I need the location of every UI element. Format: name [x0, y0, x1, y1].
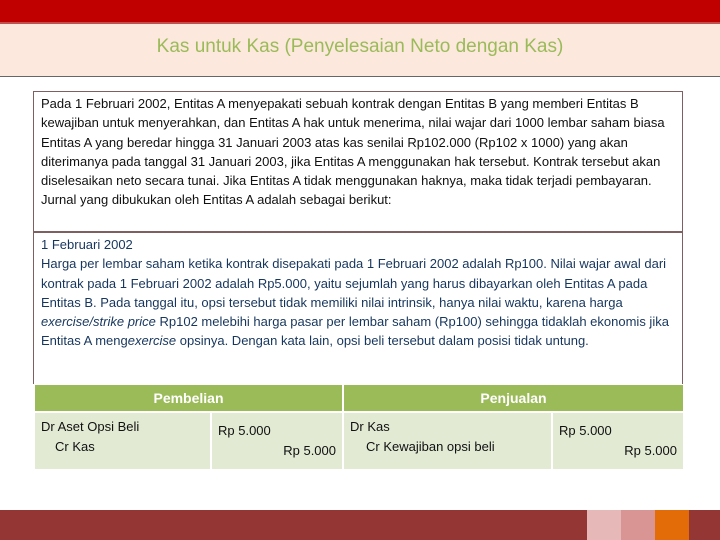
date-line: 1 Februari 2002 [41, 237, 133, 252]
text-part: opsinya. Dengan kata lain, opsi beli tersebut dalam posisi tidak untung. [176, 333, 589, 349]
sale-amounts [553, 413, 683, 469]
explanation-paragraph [41, 254, 675, 350]
debit-account: Dr Aset Opsi Beli [41, 419, 140, 434]
debit-account: Dr Kas [350, 419, 390, 434]
top-bar [0, 0, 720, 24]
footer-square-orange [655, 510, 689, 540]
sale-header: Penjualan [344, 385, 683, 411]
sale-accounts [344, 413, 551, 469]
text-part: Rp102 melebihi harga pasar per lembar saham (Rp100) sehingga tidaklah ekonomis jika Entitas A meng [41, 314, 669, 349]
text-part: Harga per lembar saham ketika kontrak disepakati pada 1 Februari 2002 adalah Rp100. Nilai wajar awal dari kontrak pada 1 Februari 2002 adalah Rp5.000, yaitu sejumlah yang harus dibayarkan oleh Entitas A pada Entitas B. Pada tanggal itu, opsi tersebut tidak memiliki nilai intrinsik, hanya nilai waktu, karena harga [41, 256, 667, 310]
credit-account: Cr Kas [55, 439, 95, 454]
italic-term: exercise [127, 333, 177, 349]
credit-account: Cr Kewajiban opsi beli [366, 439, 495, 454]
slide-title: Kas untuk Kas (Penyelesaian Neto dengan Kas) [156, 36, 564, 57]
credit-amount: Rp 5.000 [624, 443, 677, 458]
credit-amount: Rp 5.000 [283, 443, 336, 458]
title-band [0, 24, 720, 77]
purchase-amounts [212, 413, 342, 469]
italic-term: exercise/strike price [41, 314, 156, 330]
purchase-accounts [35, 413, 210, 469]
debit-amount: Rp 5.000 [218, 423, 271, 438]
footer-square-light [587, 510, 621, 540]
debit-amount: Rp 5.000 [559, 423, 612, 438]
footer-square-mid [621, 510, 655, 540]
explanation-box [33, 232, 683, 384]
purchase-header: Pembelian [35, 385, 342, 411]
intro-paragraph: Pada 1 Februari 2002, Entitas A menyepakati sebuah kontrak dengan Entitas B yang memberi Entitas B kewajiban untuk menyerahkan, dan Entitas A hak untuk menerima, nilai wajar dari 1000 lembar saham biasa Entitas A yang beredar hingga 31 Januari 2003 atas kas senilai Rp102.000 (Rp102 x 1000) yang akan diterimanya pada tanggal 31 Januari 2003, jika Entitas A menggunakan hak tersebut. Kontrak tersebut akan diselesaikan neto secara tunai. Jika Entitas A tidak menggunakan haknya, maka tidak terjadi pembayaran. Jurnal yang dibukukan oleh Entitas A adalah sebagai berikut: [33, 91, 683, 232]
